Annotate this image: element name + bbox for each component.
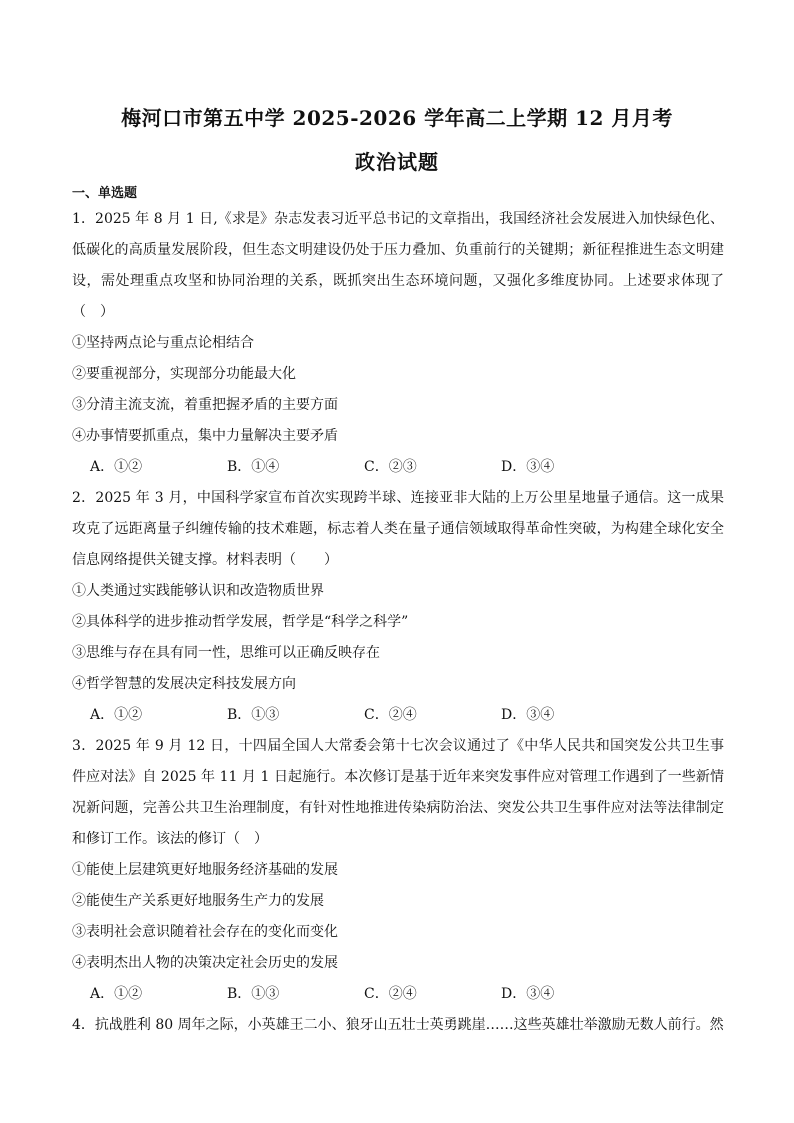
statement-item: ②要重视部分，实现部分功能最大化 <box>72 366 296 382</box>
option-a[interactable]: A．①② <box>90 707 143 723</box>
option-d[interactable]: D．③④ <box>501 707 555 723</box>
question-4 <box>72 1010 724 1041</box>
answer-options <box>72 452 724 483</box>
answer-options <box>72 700 724 731</box>
option-b[interactable]: B．①③ <box>227 707 280 723</box>
question-2 <box>72 483 724 731</box>
statement-item: ③表明社会意识随着社会存在的变化而变化 <box>72 924 338 940</box>
question-list <box>72 204 724 1041</box>
statement-item: ③分清主流支流，着重把握矛盾的主要方面 <box>72 397 338 413</box>
page-subtitle: 政治试题 <box>355 150 439 174</box>
option-b[interactable]: B．①③ <box>227 986 280 1002</box>
page-title: 梅河口市第五中学 2025-2026 学年高二上学期 12 月月考 <box>121 106 673 130</box>
answer-options <box>72 979 724 1010</box>
option-c[interactable]: C．②④ <box>364 986 417 1002</box>
statement-item: ④哲学智慧的发展决定科技发展方向 <box>72 676 296 692</box>
question-stem: 1．2025 年 8 月 1 日,《求是》杂志发表习近平总书记的文章指出，我国经济社会发展进入加快绿色化、低碳化的高质量发展阶段，但生态文明建设仍处于压力叠加、负重前行的关键期；新征程推进生态文明建设，需处理重点攻坚和协同治理的关系，既抓突出生态环境问题，又强化多维度协同。上述要求体现了（ ） <box>72 211 724 320</box>
question-stem: 3．2025 年 9 月 12 日，十四届全国人大常委会第十七次会议通过了《中华人民共和国突发公共卫生事件应对法》自 2025 年 11 月 1 日起施行。本次修订是基于近年来突发事件应对管理工作遇到了一些新情况新问题，完善公共卫生治理制度，有针对性地推进传染病防治法、突发公共卫生事件应对法等法律制定和修订工作。该法的修订（ ） <box>72 738 724 847</box>
statement-item: ①能使上层建筑更好地服务经济基础的发展 <box>72 862 338 878</box>
question-3 <box>72 731 724 1010</box>
statement-item: ①坚持两点论与重点论相结合 <box>72 335 254 351</box>
statement-item: ③思维与存在具有同一性，思维可以正确反映存在 <box>72 645 380 661</box>
statement-item: ②具体科学的进步推动哲学发展，哲学是“科学之科学” <box>72 614 409 630</box>
option-a[interactable]: A．①② <box>90 986 143 1002</box>
statement-item: ④办事情要抓重点，集中力量解决主要矛盾 <box>72 428 338 444</box>
option-a[interactable]: A．①② <box>90 459 143 475</box>
question-stem: 2．2025 年 3 月，中国科学家宣布首次实现跨半球、连接亚非大陆的上万公里星地量子通信。这一成果攻克了远距离量子纠缠传输的技术难题，标志着人类在量子通信领域取得革命性突破，为构建全球化安全信息网络提供关键支撑。材料表明（ ） <box>72 490 724 568</box>
statement-item: ④表明杰出人物的决策决定社会历史的发展 <box>72 955 338 971</box>
option-d[interactable]: D．③④ <box>501 459 555 475</box>
statement-item: ②能使生产关系更好地服务生产力的发展 <box>72 893 324 909</box>
option-d[interactable]: D．③④ <box>501 986 555 1002</box>
option-c[interactable]: C．②③ <box>364 459 417 475</box>
option-b[interactable]: B．①④ <box>227 459 280 475</box>
question-1 <box>72 204 724 483</box>
option-c[interactable]: C．②④ <box>364 707 417 723</box>
statement-item: ①人类通过实践能够认识和改造物质世界 <box>72 583 324 599</box>
section-heading: 一、单选题 <box>72 186 138 201</box>
question-stem: 4．抗战胜利 80 周年之际，小英雄王二小、狼牙山五壮士英勇跳崖……这些英雄壮举激励无数人前行。然 <box>72 1017 724 1033</box>
